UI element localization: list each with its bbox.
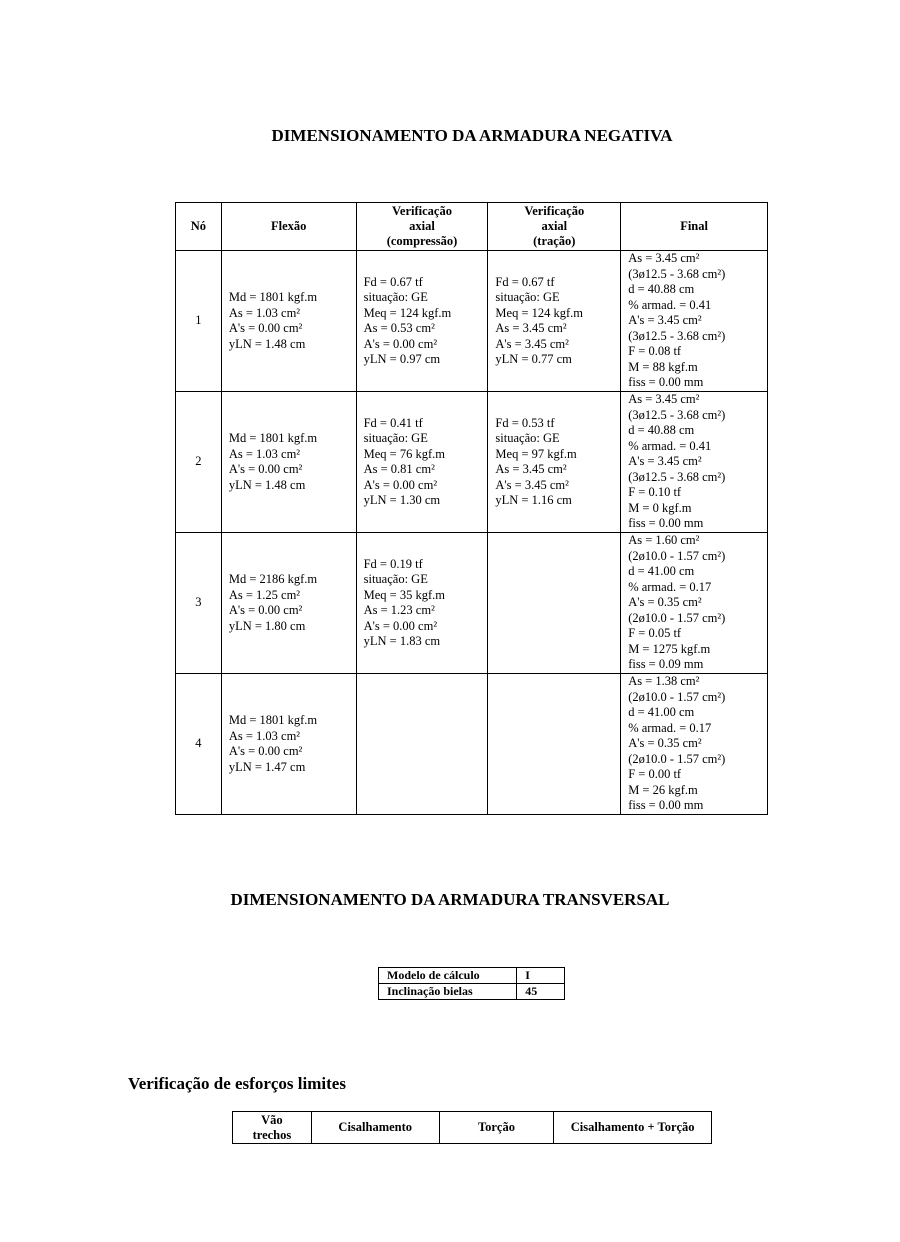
negative-reinforcement-table <box>175 202 768 815</box>
final-line: d = 41.00 cm <box>628 705 695 719</box>
cell-flexao <box>221 251 356 392</box>
flexao-line: A's = 0.00 cm² <box>228 603 303 617</box>
final-line: fiss = 0.00 mm <box>628 375 704 389</box>
node-number: 2 <box>176 392 222 533</box>
final-line: fiss = 0.09 mm <box>628 657 704 671</box>
final-line: A's = 0.35 cm² <box>628 595 702 609</box>
flexao-line: Md = 1801 kgf.m <box>228 290 318 304</box>
tracao-line: situação: GE <box>495 290 560 304</box>
table-header-row <box>176 203 768 251</box>
final-line: % armad. = 0.41 <box>628 438 712 453</box>
final-line: (3ø12.5 - 3.68 cm²) <box>628 407 726 422</box>
final-line: (2ø10.0 - 1.57 cm²) <box>628 689 726 704</box>
final-line: (2ø10.0 - 1.57 cm²) <box>628 610 726 625</box>
tracao-line: yLN = 0.77 cm <box>495 352 572 366</box>
calc-params-table <box>378 967 565 1000</box>
header-tracao: Verificação axial (tração) <box>488 203 621 251</box>
header-torcao: Torção <box>439 1112 554 1144</box>
compressao-line: Fd = 0.41 tf <box>363 415 423 430</box>
final-line: (2ø10.0 - 1.57 cm²) <box>628 751 726 766</box>
table-row <box>176 251 768 392</box>
header-final: Final <box>621 203 768 251</box>
header-vao: Vão trechos <box>233 1112 312 1144</box>
final-line: As = 1.60 cm² <box>628 533 700 547</box>
node-number: 4 <box>176 674 222 815</box>
inclination-value: 45 <box>517 984 565 1000</box>
flexao-line: Md = 1801 kgf.m <box>228 431 318 445</box>
compressao-line: Fd = 0.19 tf <box>363 556 423 571</box>
final-line: % armad. = 0.17 <box>628 579 712 594</box>
header-no: Nó <box>176 203 222 251</box>
cell-tracao <box>488 392 621 533</box>
cell-final <box>621 251 768 392</box>
compressao-line: Fd = 0.67 tf <box>363 274 423 289</box>
cell-final <box>621 392 768 533</box>
cell-flexao <box>221 533 356 674</box>
compressao-line: Meq = 76 kgf.m <box>363 446 445 461</box>
flexao-line: Md = 2186 kgf.m <box>228 572 318 586</box>
final-line: fiss = 0.00 mm <box>628 798 704 812</box>
final-line: As = 3.45 cm² <box>628 251 700 265</box>
tracao-line: A's = 3.45 cm² <box>495 477 569 492</box>
flexao-line: yLN = 1.47 cm <box>228 759 306 774</box>
header-flexao: Flexão <box>221 203 356 251</box>
final-line: d = 40.88 cm <box>628 423 695 437</box>
cell-flexao <box>221 392 356 533</box>
compressao-line: Meq = 124 kgf.m <box>363 305 452 320</box>
compressao-line: As = 0.53 cm² <box>363 321 435 335</box>
flexao-line: Md = 1801 kgf.m <box>228 713 318 727</box>
compressao-line: Meq = 35 kgf.m <box>363 587 445 602</box>
final-line: M = 26 kgf.m <box>628 782 698 797</box>
flexao-line: As = 1.03 cm² <box>228 446 301 461</box>
tracao-line: Meq = 124 kgf.m <box>495 305 584 320</box>
limits-subtitle: Verificação de esforços limites <box>128 1074 346 1093</box>
cell-compressao <box>356 674 488 815</box>
cell-compressao <box>356 392 488 533</box>
final-line: F = 0.00 tf <box>628 767 682 781</box>
compressao-line: A's = 0.00 cm² <box>363 477 438 492</box>
tracao-line: Fd = 0.53 tf <box>495 415 555 430</box>
node-number: 3 <box>176 533 222 674</box>
model-value: I <box>517 968 565 984</box>
tracao-line: As = 3.45 cm² <box>495 321 567 335</box>
final-line: (2ø10.0 - 1.57 cm²) <box>628 548 726 563</box>
cell-tracao <box>488 674 621 815</box>
flexao-line: yLN = 1.48 cm <box>228 336 306 351</box>
flexao-line: As = 1.03 cm² <box>228 728 301 743</box>
table-row <box>379 968 565 984</box>
table-row <box>176 533 768 674</box>
tracao-line: Fd = 0.67 tf <box>495 274 555 289</box>
compressao-line: situação: GE <box>363 290 428 304</box>
header-cisalhamento: Cisalhamento <box>311 1112 439 1144</box>
cell-tracao <box>488 251 621 392</box>
table-row <box>379 984 565 1000</box>
cell-compressao <box>356 251 488 392</box>
compressao-line: As = 1.23 cm² <box>363 603 435 617</box>
flexao-line: yLN = 1.48 cm <box>228 477 306 492</box>
node-number: 1 <box>176 251 222 392</box>
table-row <box>176 392 768 533</box>
final-line: F = 0.05 tf <box>628 626 682 640</box>
final-line: A's = 3.45 cm² <box>628 313 702 327</box>
cell-final <box>621 533 768 674</box>
final-line: fiss = 0.00 mm <box>628 516 704 530</box>
flexao-line: A's = 0.00 cm² <box>228 462 303 476</box>
transversal-reinforcement-title: DIMENSIONAMENTO DA ARMADURA TRANSVERSAL <box>230 890 670 909</box>
cell-compressao <box>356 533 488 674</box>
final-line: As = 3.45 cm² <box>628 392 700 406</box>
final-line: F = 0.08 tf <box>628 344 682 358</box>
compressao-line: yLN = 1.30 cm <box>363 493 441 507</box>
tracao-line: Meq = 97 kgf.m <box>495 446 577 461</box>
final-line: M = 0 kgf.m <box>628 500 692 515</box>
compressao-line: yLN = 0.97 cm <box>363 352 441 366</box>
header-cis-torcao: Cisalhamento + Torção <box>554 1112 712 1144</box>
model-label: Modelo de cálculo <box>379 968 517 984</box>
compressao-line: A's = 0.00 cm² <box>363 336 438 351</box>
flexao-line: yLN = 1.80 cm <box>228 618 306 633</box>
cell-tracao <box>488 533 621 674</box>
final-line: (3ø12.5 - 3.68 cm²) <box>628 469 726 484</box>
flexao-line: A's = 0.00 cm² <box>228 744 303 758</box>
flexao-line: As = 1.03 cm² <box>228 305 301 320</box>
inclination-label: Inclinação bielas <box>379 984 517 1000</box>
flexao-line: As = 1.25 cm² <box>228 587 301 602</box>
limits-table <box>232 1111 712 1144</box>
flexao-line: A's = 0.00 cm² <box>228 321 303 335</box>
tracao-line: situação: GE <box>495 431 560 445</box>
table-row <box>176 674 768 815</box>
final-line: (3ø12.5 - 3.68 cm²) <box>628 328 726 343</box>
final-line: As = 1.38 cm² <box>628 674 700 688</box>
cell-final <box>621 674 768 815</box>
compressao-line: situação: GE <box>363 572 428 586</box>
final-line: A's = 0.35 cm² <box>628 736 702 750</box>
final-line: F = 0.10 tf <box>628 485 682 499</box>
tracao-line: A's = 3.45 cm² <box>495 336 569 351</box>
negative-reinforcement-title: DIMENSIONAMENTO DA ARMADURA NEGATIVA <box>271 126 673 145</box>
compressao-line: yLN = 1.83 cm <box>363 634 441 648</box>
final-line: M = 1275 kgf.m <box>628 641 711 656</box>
tracao-line: yLN = 1.16 cm <box>495 493 572 507</box>
final-line: A's = 3.45 cm² <box>628 454 702 468</box>
header-compressao: Verificação axial (compressão) <box>356 203 488 251</box>
final-line: d = 40.88 cm <box>628 282 695 296</box>
cell-flexao <box>221 674 356 815</box>
tracao-line: As = 3.45 cm² <box>495 462 567 476</box>
compressao-line: situação: GE <box>363 431 428 445</box>
compressao-line: As = 0.81 cm² <box>363 462 435 476</box>
compressao-line: A's = 0.00 cm² <box>363 618 438 633</box>
final-line: (3ø12.5 - 3.68 cm²) <box>628 266 726 281</box>
negative-table-body <box>176 251 768 815</box>
final-line: d = 41.00 cm <box>628 564 695 578</box>
final-line: % armad. = 0.17 <box>628 720 712 735</box>
final-line: % armad. = 0.41 <box>628 297 712 312</box>
final-line: M = 88 kgf.m <box>628 359 698 374</box>
table-header-row <box>233 1112 712 1144</box>
